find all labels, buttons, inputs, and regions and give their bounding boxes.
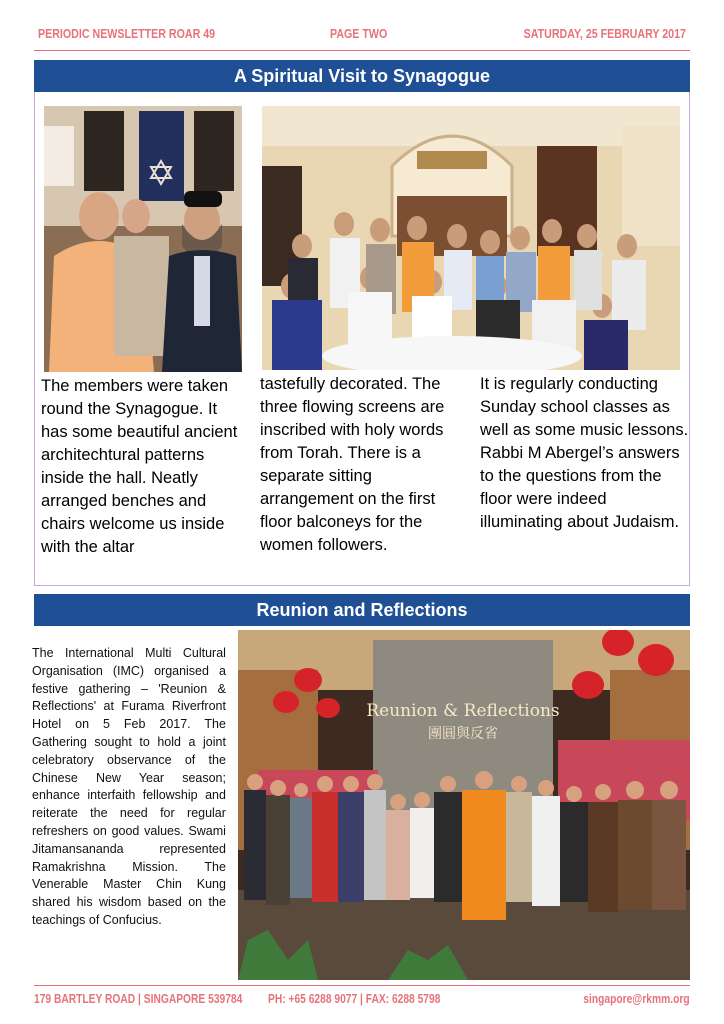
page-header [38, 22, 686, 44]
header-divider [34, 50, 690, 51]
newsletter-issue: PERIODIC NEWSLETTER ROAR 49 [38, 26, 216, 41]
page-number: PAGE TWO [330, 26, 388, 41]
section-title-synagogue: A Spiritual Visit to Synagogue [34, 60, 690, 92]
footer-divider [34, 985, 690, 986]
reunion-group-photo [238, 630, 690, 980]
footer-phone: PH: +65 6288 9077 | FAX: 6288 5798 [268, 992, 441, 1006]
synagogue-group-photo [262, 106, 680, 370]
synagogue-text-column-2: tastefully decorated. The three flowing screens are inscribed with holy words from Torah. There is a separate sitting arrangement on the first floor balconeys for the women followers. [260, 375, 445, 554]
footer-address: 179 BARTLEY ROAD | SINGAPORE 539784 [34, 992, 243, 1006]
reunion-article-text: The International Multi Cultural Organisation (IMC) organised a festive gathering – 'Reunion & Reflections' at Furama Riverfront Hotel on 5 Feb 2017. The Gathering sought to hold a joint celebratory observance of the Chinese New Year season; enhance interfaith fellowship and reiterate the need for regular refreshers on good values. Swami Jitamansananda represented Ramakrishna Mission. The Venerable Master Chin Kung shared his wisdom based on the teachings of Confucius. [32, 645, 226, 927]
page-footer [34, 990, 690, 1010]
screen-subtitle: 團圓與反省 [428, 726, 498, 742]
synagogue-text-column-3: It is regularly conducting Sunday school classes as well as some music lessons. Rabbi M Abergel’s answers to the questions from the floor were indeed illuminating about Judaism. [480, 375, 689, 531]
section-title-reunion: Reunion and Reflections [34, 594, 690, 626]
issue-date: SATURDAY, 25 FEBRUARY 2017 [523, 26, 686, 41]
synagogue-text-column-1: The members were taken round the Synagogue. It has some beautiful ancient architechtural patterns inside the hall. Neatly arranged benches and chairs welcome us inside with the altar [41, 377, 238, 556]
footer-email-link[interactable]: singapore@rkmm.org [583, 992, 690, 1006]
synagogue-handshake-photo [44, 106, 242, 372]
screen-title: Reunion & Reflections [366, 701, 560, 721]
